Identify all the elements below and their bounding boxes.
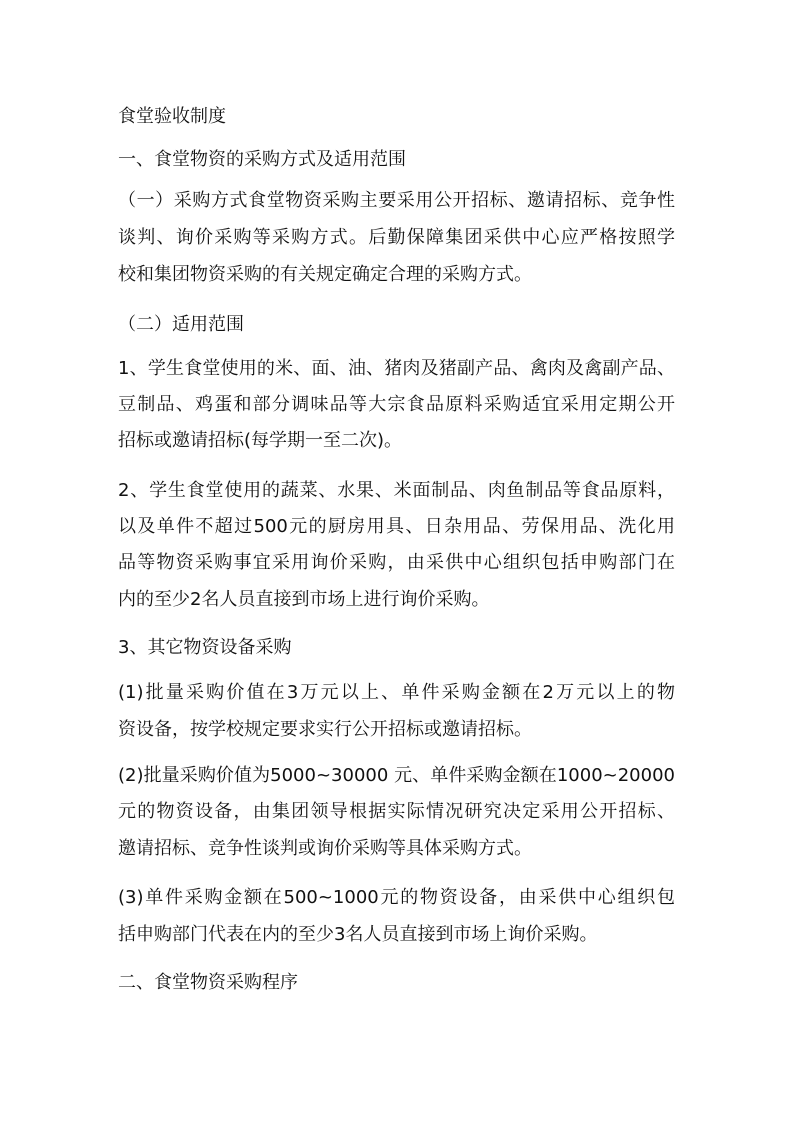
item-heading: 3、其它物资设备采购 [118,637,292,658]
section-heading: 一、食堂物资的采购方式及适用范围 [118,149,406,170]
section-heading: 二、食堂物资采购程序 [118,972,298,993]
paragraph-line: 品等物资采购事宜采用询价采购，由采供中心组织包括申购部门在 [118,552,675,573]
paragraph-line: (2)批量采购价值为5000~30000 元、单件采购金额在1000~20000 [118,765,675,786]
paragraph-line: (3)单件采购金额在500~1000元的物资设备，由采供中心组织包 [118,887,675,908]
subsection-heading: （二）适用范围 [118,314,244,335]
document-title: 食堂验收制度 [118,106,226,127]
paragraph-line: 校和集团物资采购的有关规定确定合理的采购方式。 [118,264,532,285]
paragraph-line: 招标或邀请招标(每学期一至二次)。 [118,430,403,451]
paragraph-line: 元的物资设备，由集团领导根据实际情况研究决定采用公开招标、 [118,801,675,822]
paragraph-line: （一）采购方式食堂物资采购主要采用公开招标、邀请招标、竞争性 [118,190,675,211]
paragraph-line: 邀请招标、竞争性谈判或询价采购等具体采购方式。 [118,838,532,859]
paragraph-line: 1、学生食堂使用的米、面、油、猪肉及猪副产品、禽肉及禽副产品、 [118,358,675,379]
paragraph-line: (1)批量采购价值在3万元以上、单件采购金额在2万元以上的物 [118,682,675,703]
paragraph-line: 谈判、询价采购等采购方式。后勤保障集团采供中心应严格按照学 [118,227,675,248]
paragraph-line: 括申购部门代表在内的至少3名人员直接到市场上询价采购。 [118,924,598,945]
paragraph-line: 资设备，按学校规定要求实行公开招标或邀请招标。 [118,719,532,740]
paragraph-line: 以及单件不超过500元的厨房用具、日杂用品、劳保用品、洗化用 [118,516,675,537]
paragraph-line: 2、学生食堂使用的蔬菜、水果、米面制品、肉鱼制品等食品原料， [118,480,675,501]
paragraph-line: 内的至少2名人员直接到市场上进行询价采购。 [118,589,490,610]
paragraph-line: 豆制品、鸡蛋和部分调味品等大宗食品原料采购适宜采用定期公开 [118,394,675,415]
